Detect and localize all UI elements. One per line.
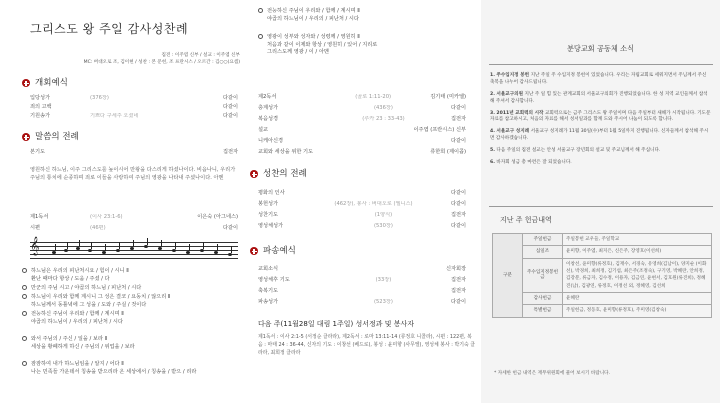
- row-mid: (1양식): [374, 212, 393, 218]
- row-right: 다같이: [222, 225, 238, 231]
- finance-names: 주일헌금, 정동호, 윤미향(류정호), 주미영(김창숙): [563, 305, 712, 317]
- psalm-response: [22, 268, 240, 283]
- row-label: 교회소식: [258, 266, 279, 272]
- psalm-response: [22, 361, 240, 376]
- response-sub: 야곱의 하느님이 / 우리의 / 피난처 / 시다: [267, 15, 359, 22]
- row-right: 다같이: [450, 138, 466, 144]
- row-right: 집전자: [450, 212, 466, 218]
- order-row: [30, 104, 238, 111]
- psalm-response: [22, 336, 240, 351]
- news-num: 3.: [490, 110, 495, 116]
- psalm-music-staff: [30, 238, 238, 260]
- treble-clef-icon: 𝄞: [30, 236, 40, 255]
- finance-names: 윤혜란: [563, 293, 712, 305]
- row-right: 다같이: [222, 113, 238, 119]
- news-num: 2.: [490, 91, 495, 97]
- cross-icon: [22, 133, 30, 141]
- finance-sub: 십일조: [523, 246, 563, 258]
- news-text: 다음 주일의 집전 설교는 안성 서울교구 장년회의 설교 및 주교님께서 해 주십니다.: [496, 148, 661, 154]
- table-row: [493, 305, 712, 317]
- row-right: 김기태 (미카엘): [430, 94, 466, 100]
- row-label: 설교: [258, 127, 269, 133]
- news-head: 주수입지정 봉헌: [496, 73, 530, 78]
- column-right: [481, 0, 720, 403]
- finance-sub: 주수입지정봉헌금: [523, 258, 563, 292]
- circle-bullet-icon: [22, 336, 27, 341]
- order-row: [258, 266, 466, 273]
- response-sub: 처음과 같이 이제와 항상 / 영원히 / 있어 / 지리로: [267, 41, 378, 48]
- dismissal-heading: [250, 246, 296, 257]
- row-right: 다같이: [450, 201, 466, 207]
- row-right: 집전자: [450, 277, 466, 283]
- response-main: 와서 주님의 / 주신 / 일을 / 보라 Ⅱ: [31, 336, 108, 342]
- psalm-response: [258, 8, 476, 23]
- row-right: 집전자: [222, 149, 238, 155]
- news-num: 4.: [490, 129, 495, 135]
- news-item: [490, 92, 712, 106]
- news-text: 바자회 성금 총 마련은 잘 되었습니다.: [496, 160, 572, 166]
- news-text: 교회력으로는 금주 그리스도 왕 주일이며 다음 주일부터 새해가 시작됩니다. 기도문 자료를 참고하시고, 처음의 자료를 해서 성서일과를 함께 도와 주시어 나눔이 되도록 합니다.: [490, 110, 711, 123]
- circle-bullet-icon: [22, 294, 27, 299]
- row-right: 다같이: [450, 223, 466, 229]
- row-right: 다같이: [450, 299, 466, 305]
- circle-bullet-icon: [22, 285, 27, 290]
- news-item: [490, 111, 712, 125]
- finance-names: 윤미향, 이주엽, 최지은, 신은주, 장영호(이선희): [563, 246, 712, 258]
- news-num: 6.: [490, 160, 495, 166]
- response-sub: 야곱의 하느님이 / 우리의 / 피난처 / 시다: [31, 318, 123, 325]
- finance-names: 이창선, 윤미향(류정호), 김재수, 서경숙, 유영희(김남이), 양지순 (이화선), 박경희, 최희정, 김기섭, 최은주(조정숙), 구기영, 박혜란, 안희정, 김강분, 류금자, 김수정, 이용자, 김금연, 윤현서, 김호원(류진희), 정혜진(남), 김광연, 류정호, 이정선 외, 정혜영, 김선희: [563, 258, 712, 292]
- credits: [32, 52, 240, 67]
- eucharist-heading: [250, 169, 307, 180]
- finance-sub: 감사헌금: [523, 293, 563, 305]
- response-main: 만군의 주님 시고 / 야곱의 하느님 / 피난처 / 시다: [31, 285, 142, 291]
- news-title: 분당교회 공동체 소식: [566, 44, 635, 53]
- row-label: 교회와 세상을 위한 기도: [258, 149, 314, 155]
- finance-group-label: 구분: [493, 234, 523, 318]
- order-row: [30, 95, 238, 102]
- row-label: 영성체성가: [258, 223, 284, 229]
- row-label: 층계성가: [258, 105, 279, 111]
- table-row: [493, 234, 712, 246]
- row-label: 입당성가: [30, 95, 51, 101]
- finance-names: 주일봉헌 교우들, 주일학교: [563, 234, 712, 246]
- response-main: 하느님이 우리와 함께 계시니 그 성은 결코 / 요동치 / 않으리 Ⅱ: [31, 294, 171, 300]
- order-row: [258, 223, 466, 230]
- order-row: [258, 299, 466, 306]
- circle-bullet-icon: [258, 34, 263, 39]
- finance-table: [492, 233, 712, 318]
- news-list: [490, 73, 712, 172]
- row-label: 기원송가: [30, 113, 51, 119]
- row-label: 제1독서: [30, 214, 49, 220]
- row-label: 죄의 고백: [30, 104, 52, 110]
- row-mid: (33장): [375, 277, 392, 283]
- psalm-response: [22, 311, 240, 326]
- column-left: [0, 0, 243, 403]
- row-mid: (436장): [373, 105, 393, 111]
- word-heading-label: 말씀의 전례: [35, 132, 79, 142]
- row-label: 파송성가: [258, 299, 279, 305]
- news-head: 2011년 교회력의 시작: [496, 110, 544, 116]
- row-right: 류한희 (제이콥): [430, 149, 466, 155]
- finance-note: * 자세한 헌금 내역은 재무위원회에 물어 보시기 바랍니다.: [494, 371, 611, 376]
- order-row: [30, 214, 238, 221]
- response-sub: 그리스도께 영광 / 이 / 아멘: [267, 49, 329, 56]
- table-row: [493, 293, 712, 305]
- row-mid: (골로 1:11-20): [355, 94, 392, 100]
- order-row: [258, 116, 466, 123]
- row-right: 다같이: [450, 190, 466, 196]
- row-mid: (이사 23:1-6): [90, 214, 123, 220]
- opening-heading: [22, 78, 68, 89]
- credits-line-1: 집전 : 이주엽 신부 / 설교 : 이주엽 신부: [161, 53, 240, 58]
- row-label: 영성체후 기도: [258, 277, 290, 283]
- order-row: [258, 149, 466, 156]
- row-label: 시편: [30, 225, 41, 231]
- order-row: [258, 277, 466, 284]
- row-mid: (루카 23 : 33-43): [362, 116, 405, 122]
- news-item: [490, 129, 712, 143]
- news-item: [490, 160, 712, 167]
- row-right: 다같이: [222, 104, 238, 110]
- circle-bullet-icon: [22, 361, 27, 366]
- row-label: 성찬기도: [258, 212, 279, 218]
- row-label: 평화의 인사: [258, 190, 285, 196]
- row-right: 신자회장: [445, 266, 466, 272]
- response-sub: 세상을 황폐하게 하신 / 주님의 / 위업을 / 보라: [31, 343, 135, 350]
- divider: [489, 206, 713, 207]
- row-mid: (376장): [90, 95, 109, 101]
- news-head: 서울교구 성지례: [496, 129, 530, 135]
- word-heading: [22, 132, 79, 143]
- order-row: [30, 149, 238, 156]
- news-text: 지난 주일 주 수입지정 봉헌이 있었습니다. 우리는 자립교회로 세워지면서 주님께서 주신 축복을 나누어 감사드립니다.: [490, 73, 707, 85]
- order-row: [258, 94, 466, 101]
- cross-icon: [250, 247, 258, 255]
- row-mid: (46편): [90, 225, 106, 231]
- response-main: 영광이 성부와 성자와 / 성령께 / 영원히 Ⅱ: [267, 34, 360, 40]
- row-label: 봉헌성가: [258, 201, 279, 207]
- row-right: 집전자: [450, 288, 466, 294]
- eucharist-heading-label: 성찬의 전례: [263, 169, 307, 179]
- psalm-response: [22, 285, 240, 293]
- table-row: [493, 258, 712, 292]
- response-sub: 환난 때마다 항상 / 도움 / 주셨 / 다: [31, 275, 110, 282]
- row-label: 제2독서: [258, 94, 277, 100]
- news-item: [490, 73, 712, 87]
- bulletin-title: 그리스도 왕 주일 감사성찬례: [30, 22, 189, 36]
- row-right: 다같이: [222, 95, 238, 101]
- news-num: 5.: [490, 148, 495, 154]
- row-mid: 기쁘다 구세주 오셨네: [90, 113, 139, 119]
- divider: [489, 64, 713, 65]
- circle-bullet-icon: [22, 311, 27, 316]
- order-row: [30, 113, 238, 120]
- response-main: 하느님은 우리의 피난처시요 / 힘이 / 시니 Ⅱ: [31, 268, 129, 274]
- row-right: 이은숙 (아그네스): [197, 214, 238, 220]
- order-row: [258, 212, 466, 219]
- opening-heading-label: 개회예식: [35, 78, 68, 88]
- response-main: 전능하신 주님이 우리와 / 함께 / 계시며 Ⅱ: [267, 8, 360, 14]
- order-row: [258, 127, 466, 134]
- finance-sub: 특별헌금: [523, 305, 563, 317]
- finance-sub: 주일헌금: [523, 234, 563, 246]
- row-right: 다같이: [450, 105, 466, 111]
- order-row: [258, 288, 466, 295]
- row-mid: (523장): [373, 299, 393, 305]
- news-num: 1.: [490, 73, 495, 78]
- cross-icon: [22, 79, 30, 87]
- row-right: 집전자: [450, 116, 466, 122]
- dismissal-heading-label: 파송예식: [263, 246, 296, 256]
- order-row: [258, 105, 466, 112]
- news-item: [490, 148, 712, 155]
- response-sub: 나는 민족들 가운데서 칭송을 받으리라 온 세상에서 / 칭송을 / 받으 / 리라: [31, 368, 197, 375]
- psalm-response: [22, 294, 240, 309]
- cross-icon: [250, 170, 258, 178]
- order-row: [258, 138, 466, 145]
- row-mid: (530장): [373, 223, 393, 229]
- news-head: 서울교구의원: [496, 91, 524, 97]
- collect-prayer: 영원하신 하느님, 이주 그리스도를 높이시어 만왕을 다스리게 하셨나이다. 비옵나니, 우리가 주님의 통치에 순종하며 죄로 이들을 사랑하여 주님의 영광을 나타내 주셨나이다. 아멘: [30, 167, 236, 181]
- row-right: 이주엽 (프란시스) 신부: [413, 127, 466, 133]
- response-main: 전능하신 주님이 우리와 / 함께 / 계시며 Ⅱ: [31, 311, 124, 317]
- psalm-response: [258, 34, 476, 57]
- row-label: 복음성경: [258, 116, 279, 122]
- news-text: 서울교구 성지례가 11월 30일(수)부터 1월 5일까지 진행됩니다. 신자들께서 참석해 주시면 감사하겠습니다.: [490, 129, 709, 142]
- row-label: 니케아신경: [258, 138, 284, 144]
- response-sub: 하느님께서 동틀녘에 그 성을 / 도와 / 주실 / 것이다: [31, 301, 147, 308]
- circle-bullet-icon: [22, 268, 27, 273]
- row-mid: (462장), 봉사 : 버대오로 (엘니스): [334, 201, 413, 207]
- order-row: [30, 225, 238, 232]
- next-week-title: 다음 주(11월28일 대림 1주일) 성서정과 및 봉사자: [258, 320, 415, 328]
- order-row: [258, 201, 466, 208]
- finance-title: 지난 주 헌금내역: [500, 216, 552, 224]
- news-text: 지난 주 일 힘 있는 관계교회의 서울교구의회가 진행되었습니다. 한 성 지역 교인들께서 참석해 주셔서 감사합니다.: [490, 91, 708, 104]
- response-main: 잠잠하여 내가 하느님임을 / 알지 / 어다 Ⅱ: [31, 361, 124, 367]
- next-week-body: 제1독서 : 이사 2:1-5 (서정순 클라라), 제2독서 : 로마 13:11-14 (류정호 니콜라), 시편 : 122편, 복음 : 마태 24 : 36-44, 신자의 기도 : 이창선 (베드로), 봉성 : 윤미향 (사무엘), 영성체 봉사 : 박기숙 클라라, 최희정 클라라: [258, 334, 475, 357]
- circle-bullet-icon: [258, 8, 263, 13]
- row-label: 본기도: [30, 149, 46, 155]
- credits-line-2: MC: 버대오로 조, 김이현 / 성찬 : 본 문헌, 조 프란시스 / 오르간 : 김○○(요셉): [83, 60, 240, 66]
- row-label: 축복기도: [258, 288, 279, 294]
- table-row: [493, 246, 712, 258]
- order-row: [258, 190, 466, 197]
